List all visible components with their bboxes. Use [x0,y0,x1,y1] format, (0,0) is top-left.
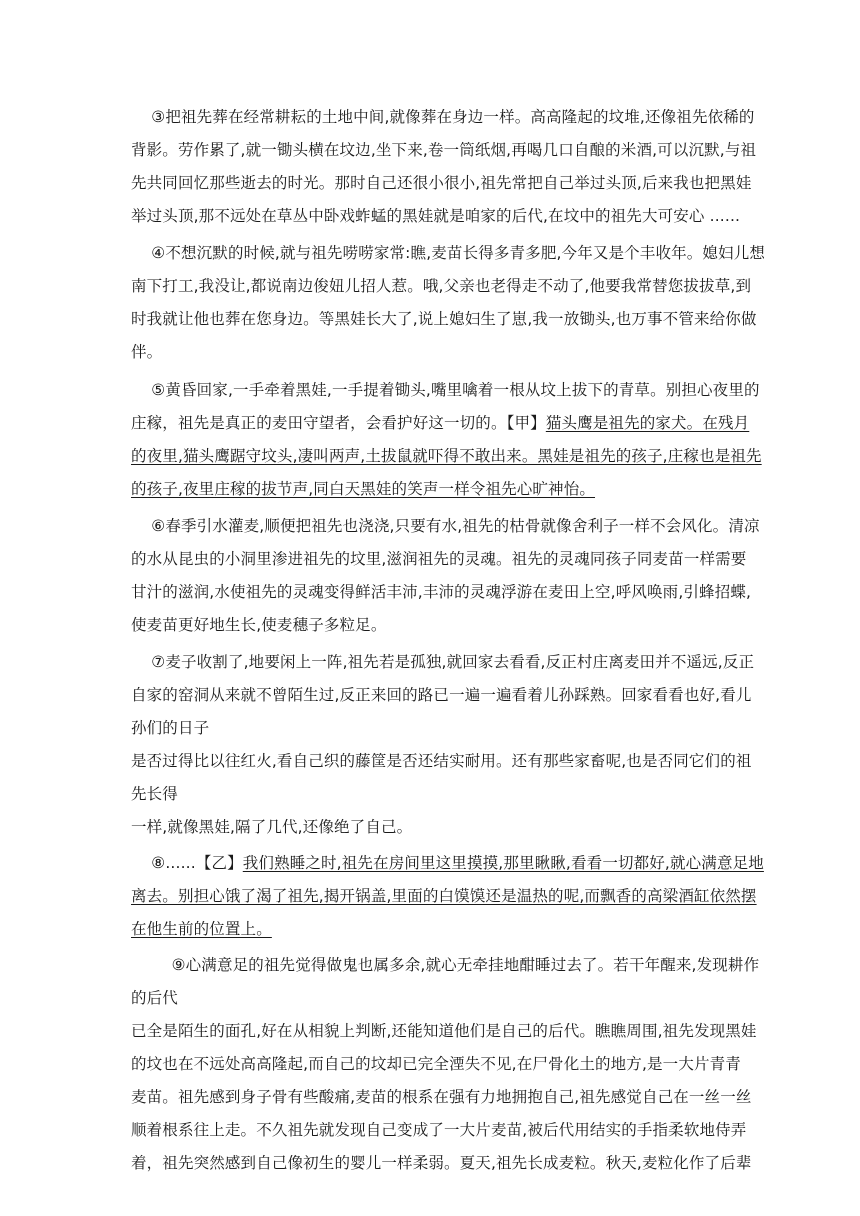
text-line [131,652,754,672]
text-segment: 先共同回忆那些逝去的时光。那时自己还很小很小,祖先常把自己举过头顶,后来我也把黑娃 [131,174,752,192]
text-line [131,1120,746,1140]
text-segment: ⑨心满意足的祖先觉得做鬼也属多余,就心无牵挂地酣睡过去了。若干年醒来,发现耕作 [131,956,760,974]
text-line [131,516,760,536]
text-segment: 举过头顶,那不远处在草丛中卧戏蚱蜢的黑娃就是咱家的后代,在坟中的祖先大可安心 ...... [131,207,741,225]
text-line [131,243,765,263]
text-line [131,380,760,400]
text-line [131,886,757,906]
text-line [131,1087,752,1107]
text-line [131,853,764,873]
text-line [131,479,595,499]
text-line [131,413,749,433]
text-segment: 一样,就像黑娃,隔了几代,还像绝了自己。 [131,818,413,836]
text-segment: 的水从昆虫的小洞里渗进祖先的坟里,滋润祖先的灵魂。祖先的灵魂同孩子同麦苗一样需要 [131,550,747,568]
text-line [131,718,209,738]
underlined-text-segment: 离去。别担心饿了渴了祖先,揭开锅盖,里面的白馍馍还是温热的呢,而飘香的高梁酒缸依然摆 [131,887,757,905]
text-line [131,206,740,226]
underlined-text-segment: 的孩子,夜里庄稼的拔节声,同白天黑娃的笑声一样令祖先心旷神怡。 [131,480,596,498]
text-line [131,582,751,602]
text-segment: 自家的窑洞从来就不曾陌生过,反正来回的路已一遍一遍看着儿孙踩熟。回家看看也好,看儿 [131,686,752,704]
text-line [131,276,751,296]
text-line [131,784,178,804]
text-segment: 甘汁的滋润,水使祖先的灵魂变得鲜活丰沛,丰沛的灵魂浮游在麦田上空,呼风唤雨,引蜂招蝶, [131,583,752,601]
text-segment: 的后代 [131,989,178,1007]
text-segment: ⑧......【乙】 [131,854,243,872]
text-segment: 使麦苗更好地生长,使麦穗子多粒足。 [131,616,387,634]
text-line [131,685,752,705]
text-segment: 伴。 [131,343,163,361]
text-line [131,342,162,362]
text-segment: 麦苗。祖先感到身子骨有些酸痛,麦苗的根系在强有力地拥抱自己,祖先感觉自己在一丝一丝 [131,1088,752,1106]
text-line [131,615,386,635]
text-segment: 是否过得比以往红火,看自己织的藤筐是否还结实耐用。还有那些家畜呢,也是否同它们的祖 [131,752,752,770]
text-segment: ⑥春季引水灌麦,顺便把祖先也浇浇,只要有水,祖先的枯骨就像舍利子一样不会风化。清凉 [131,517,760,535]
text-segment: 的坟也在不远处高高隆起,而自己的坟却已完全湮失不见,在尸骨化土的地方,是一大片青青 [131,1055,741,1073]
text-segment: 孙们的日子 [131,719,210,737]
text-line [131,309,757,329]
text-line [131,988,178,1008]
text-line [131,1054,741,1074]
text-segment: 着，祖先突然感到自己像初生的婴儿一样柔弱。夏天,祖先长成麦粒。秋天,麦粒化作了后辈 [131,1154,752,1172]
text-segment: ④不想沉默的时候,就与祖先唠唠家常:瞧,麦苗长得多青多肥,今年又是个丰收年。媳妇儿想 [131,244,766,262]
text-segment: 顺着根系往上走。不久祖先就发现自己变成了一大片麦苗,被后代用结实的手指柔软地侍弄 [131,1121,747,1139]
text-line [131,751,752,771]
text-line [131,817,412,837]
text-line [131,446,762,466]
text-line [131,107,755,127]
underlined-text-segment: 猫头鹰是祖先的家犬。在残月 [545,414,750,432]
text-line [131,1153,752,1173]
text-segment: 已全是陌生的面孔,好在从相貌上判断,还能知道他们是自己的后代。瞧瞧周围,祖先发现黑娃 [131,1022,757,1040]
text-line [131,140,756,160]
text-segment: ⑦麦子收割了,地要闲上一阵,祖先若是孤独,就回家去看看,反正村庄离麦田并不遥远,反正 [131,653,755,671]
underlined-text-segment: 的夜里,猫头鹰踞守坟头,凄叫两声,土拔鼠就吓得不敢出来。黑娃是祖先的孩子,庄稼也是祖先 [131,447,762,465]
underlined-text-segment: 我们熟睡之时,祖先在房间里这里摸摸,那里瞅瞅,看看一切都好,就心满意足地 [242,854,764,872]
text-segment: 先长得 [131,785,178,803]
text-segment: ③把祖先葬在经常耕耘的土地中间,就像葬在身边一样。高高隆起的坟堆,还像祖先依稀的 [131,108,755,126]
text-segment: ⑤黄昏回家,一手牵着黑娃,一手提着锄头,嘴里噙着一根从坟上拔下的青草。别担心夜里的 [131,381,760,399]
text-line [131,955,759,975]
text-line [131,919,272,939]
text-segment: 南下打工,我没让,都说南边俊妞儿招人惹。哦,父亲也老得走不动了,他要我常替您拔拔草,到 [131,277,752,295]
text-segment: 时我就让他也葬在您身边。等黑娃长大了,说上媳妇生了崽,我一放锄头,也万事不管来给你做 [131,310,757,328]
underlined-text-segment: 在他生前的位置上。 [131,920,272,938]
text-segment: 庄稼，祖先是真正的麦田守望者，会看护好这一切的。【甲】 [131,414,546,432]
text-line [131,173,752,193]
text-line [131,1021,757,1041]
text-segment: 背影。劳作累了,就一锄头横在坟边,坐下来,卷一筒纸烟,再喝几口自酿的米酒,可以沉默,与祖 [131,141,757,159]
text-line [131,549,746,569]
